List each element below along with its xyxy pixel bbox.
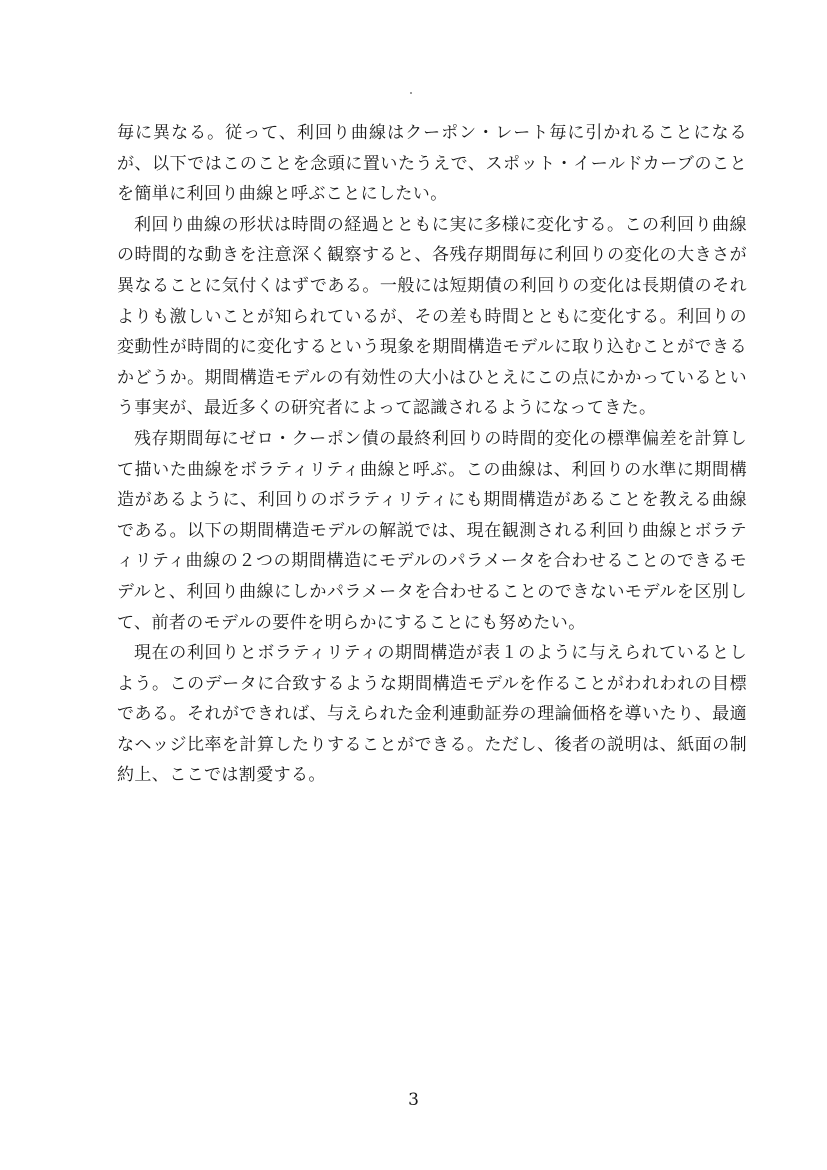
page-number: 3 [408,1090,419,1110]
scan-dot [410,92,412,94]
body-text [117,118,747,791]
paragraph-4: 現在の利回りとボラティリティの期間構造が表１のように与えられているとしよう。このデータに合致するような期間構造モデルを作ることがわれわれの目標である。それができれば、与えられた金利連動証券の理論価格を導いたり、最適なヘッジ比率を計算したりすることができる。ただし、後者の説明は、紙面の制約上、ここでは割愛する。 [117,643,747,786]
paragraph-1: 毎に異なる。従って、利回り曲線はクーポン・レート毎に引かれることになるが、以下ではこのことを念頭に置いたうえで、スポット・イールドカーブのことを簡単に利回り曲線と呼ぶことにしたい。 [117,123,747,205]
paragraph-2: 利回り曲線の形状は時間の経過とともに実に多様に変化する。この利回り曲線の時間的な動きを注意深く観察すると、各残存期間毎に利回りの変化の大きさが異なることに気付くはずである。一般には短期債の利回りの変化は長期債のそれよりも激しいことが知られているが、その差も時間とともに変化する。利回りの変動性が時間的に変化するという現象を期間構造モデルに取り込むことができるかどうか。期間構造モデルの有効性の大小はひとえにこの点にかかっているという事実が、最近多くの研究者によって認識されるようになってきた。 [117,214,747,419]
paragraph-3: 残存期間毎にゼロ・クーポン債の最終利回りの時間的変化の標準偏差を計算して描いた曲線をボラティリティ曲線と呼ぶ。この曲線は、利回りの水準に期間構造があるように、利回りのボラティリティにも期間構造があることを教える曲線である。以下の期間構造モデルの解説では、現在観測される利回り曲線とボラティリティ曲線の２つの期間構造にモデルのパラメータを合わせることのできるモデルと、利回り曲線にしかパラメータを合わせることのできないモデルを区別して、前者のモデルの要件を明らかにすることにも努めたい。 [117,428,747,633]
